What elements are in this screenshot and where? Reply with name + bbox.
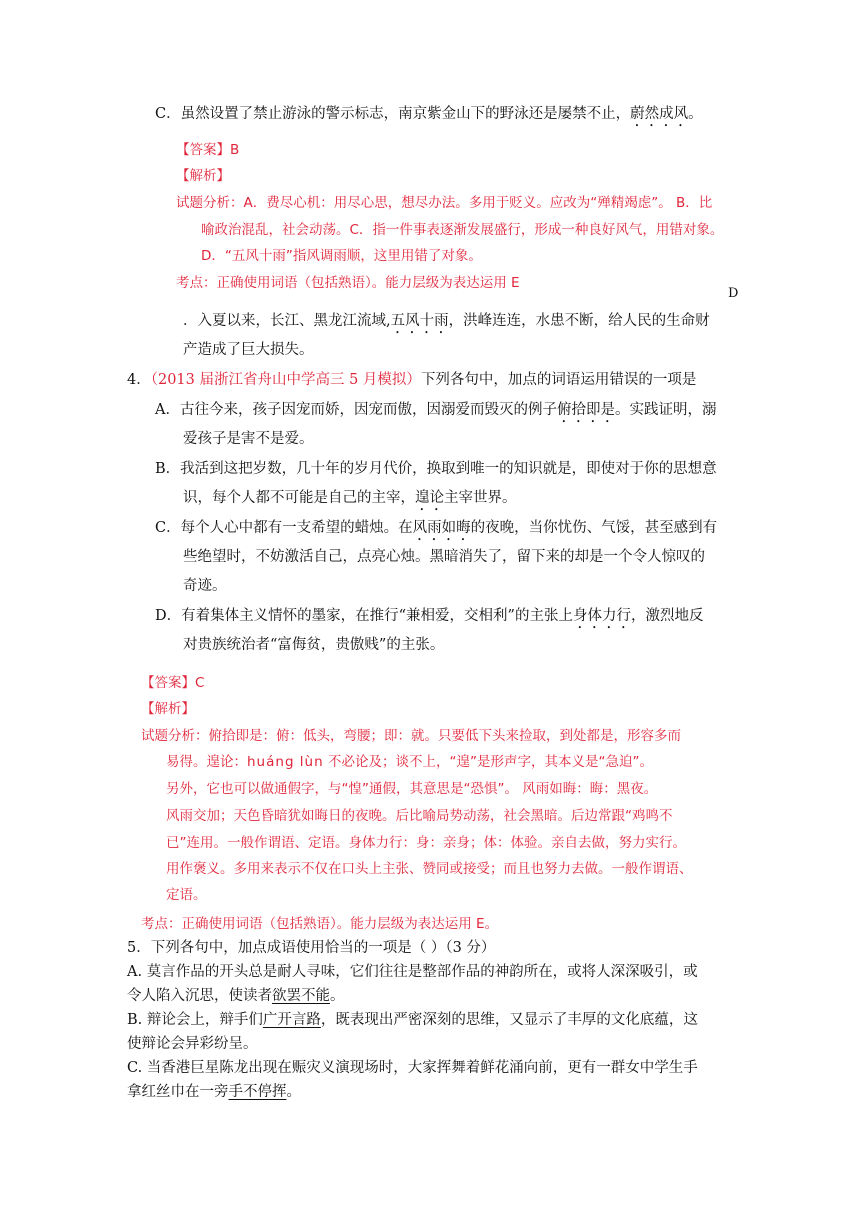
question-source: （2013 届浙江省舟山中学高三 5 月模拟） (150, 372, 421, 388)
analysis-line (166, 752, 653, 772)
option-text: A．古往今来，孩子因宠而娇，因宠而傲，因溺爱而毁灭的例子 (155, 402, 557, 418)
option-text: 的夜晚，当你忧伤、气馁，甚至感到有 (470, 520, 718, 536)
option-text: 识，每个人都不可能是自己的主宰， (183, 490, 415, 506)
underlined-idiom: 欲罢不能 (272, 988, 330, 1004)
q4-option-c (155, 518, 717, 544)
q5-option-b-cont: 使辩论会异彩纷呈。 (127, 1036, 258, 1052)
q5-option-c-cont (127, 1082, 301, 1102)
q4-option-c-cont: 些绝望时，不妨激活自己，点亮心烛。黑暗消失了，留下来的却是一个令人惊叹的 (183, 549, 705, 565)
question-number: 4． (127, 372, 151, 388)
q4-option-d-cont: 对贵族统治者“富侮贫，贵傲贱”的主张。 (183, 637, 445, 653)
question-stem: 下列各句中，加点的词语运用错误的一项是 (420, 372, 697, 388)
option-text: C．每个人心中都有一支希望的蜡烛。在 (155, 520, 413, 536)
option-text: C．虽然设置了禁止游泳的警示标志，南京紫金山下的野泳还是屡禁不止， (155, 106, 631, 122)
option-d-line (183, 311, 710, 337)
option-text: 拿红丝巾在一旁 (127, 1084, 229, 1100)
dotted-term: 风雨如晦 (412, 520, 471, 536)
option-d-letter: D (728, 286, 739, 301)
q5-option-a: A. 莫言作品的开头总是耐人寻味，它们往往是整部作品的神韵所在，或将人深深吸引，或 (127, 964, 698, 980)
analysis-line: 喻政治混乱，社会动荡。C．指一件事表逐渐发展盛行，形成一种良好风气，用错对象。 (201, 222, 724, 238)
question-5-stem: 5．下列各句中，加点成语使用恰当的一项是（ ）（3 分） (127, 940, 496, 956)
dotted-term: 五风十雨 (390, 313, 449, 329)
dotted-term: 蔚然成风 (630, 106, 689, 122)
option-c-prev (155, 104, 703, 130)
q4-option-c-cont: 奇迹。 (183, 578, 227, 594)
analysis-line: 试题分析：俯拾即是：俯：低头，弯腰；即：就。只要低下头来捡取，到处都是，形容多而 (141, 728, 681, 744)
kaodian-note: 考点：正确使用词语（包括熟语）。能力层级为表达运用 E。 (141, 916, 499, 932)
q4-option-b-cont (183, 488, 517, 514)
option-text: ．入夏以来，长江、黑龙江流域, (183, 313, 391, 329)
analysis-line: 另外，它也可以做通假字，与“惶”通假，其意思是“恐惧”。 风雨如晦：晦：黑夜。 (166, 781, 658, 797)
analysis-line: 风雨交加；天色昏暗犹如晦日的夜晚。后比喻局势动荡，社会黑暗。后边常跟“鸡鸣不 (166, 808, 673, 824)
option-text: B. 辩论会上，辩手们 (127, 1012, 263, 1028)
question-4-stem (127, 370, 696, 390)
option-text: 。 (688, 106, 703, 122)
option-d-line: 产造成了巨大损失。 (183, 342, 314, 358)
pinyin: huáng lùn (247, 754, 324, 770)
q4-option-d (155, 606, 703, 632)
dotted-term: 俯拾即是 (556, 402, 615, 418)
option-text: 令人陷入沉思，使读者 (127, 988, 272, 1004)
dotted-term: 遑论 (415, 490, 444, 506)
q4-option-b: B．我活到这把岁数，几十年的岁月代价，换取到唯一的知识就是，即使对于你的思想意 (155, 461, 717, 477)
q5-option-c: C. 当香港巨星陈龙出现在赈灾义演现场时，大家挥舞着鲜花涌向前，更有一群女中学生手 (127, 1060, 698, 1076)
option-text: 。 (286, 1084, 301, 1100)
q5-option-b (127, 1010, 698, 1030)
q4-option-a-cont: 爱孩子是害不是爱。 (183, 431, 314, 447)
answer-label: 【答案】C (141, 675, 205, 691)
analysis-line: 用作褒义。多用来表示不仅在口头上主张、赞同或接受；而且也努力去做。一般作谓语、 (166, 861, 693, 877)
analysis-line: 定语。 (166, 887, 207, 903)
option-text: ，洪峰连连，水患不断，给人民的生命财 (448, 313, 710, 329)
dotted-term: 身体力行 (572, 608, 631, 624)
analysis-text: 不必论及；谈不上，“遑”是形声字，其本义是“急迫”。 (323, 754, 653, 770)
analysis-line: 试题分析：A．费尽心机：用尽心思，想尽办法。多用于贬义。应改为“殚精竭虑”。 B．比 (176, 195, 713, 211)
analysis-line: D．“五风十雨”指风调雨顺，这里用错了对象。 (201, 248, 482, 264)
kaodian-note: 考点：正确使用词语（包括熟语）。能力层级为表达运用 E (176, 275, 520, 291)
analysis-line: 已”连用。一般作谓语、定语。身体力行：身：亲身；体：体验。亲自去做，努力实行。 (166, 835, 686, 851)
option-text: ，既表现出严密深刻的思维，又显示了丰厚的文化底蕴，这 (320, 1012, 698, 1028)
answer-label: 【答案】B (176, 142, 240, 158)
option-text: D．有着集体主义情怀的墨家，在推行“兼相爱，交相利”的主张上 (155, 608, 573, 624)
underlined-idiom: 广开言路 (262, 1012, 321, 1028)
q5-option-a-cont (127, 986, 345, 1006)
analysis-label: 【解析】 (141, 701, 195, 717)
q4-option-a (155, 400, 716, 426)
analysis-text: 易得。遑论： (166, 754, 247, 770)
option-text: 。 (330, 988, 345, 1004)
underlined-idiom: 手不停挥 (228, 1084, 287, 1100)
option-text: 主宰世界。 (444, 490, 517, 506)
option-text: 。实践证明，溺 (614, 402, 717, 418)
option-text: ，激烈地反 (630, 608, 704, 624)
analysis-label: 【解析】 (176, 168, 230, 184)
